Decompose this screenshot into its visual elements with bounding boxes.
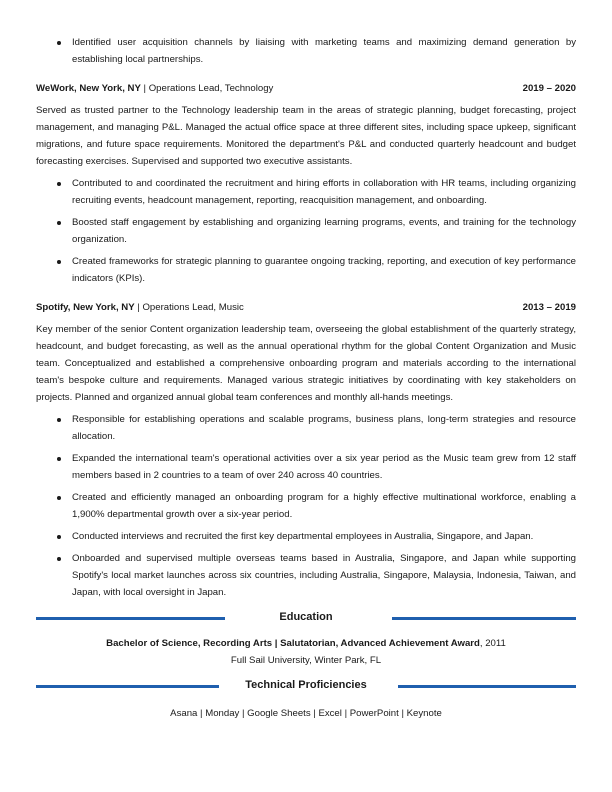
bullet-text: Boosted staff engagement by establishing and organizing learning programs, events, and training for the technology organization.	[72, 217, 576, 245]
job-dates: 2019 – 2020	[522, 83, 576, 94]
job-separator: |	[143, 83, 149, 94]
bullet-icon	[57, 221, 61, 225]
job-separator: |	[137, 302, 143, 313]
section-title: Education	[279, 611, 333, 623]
bullet-text: Contributed to and coordinated the recruitment and hiring efforts in collaboration with HR teams, including organizing recruiting events, headcount management, reporting, reacquisition management, and onboarding.	[72, 178, 576, 206]
bullet-text: Created frameworks for strategic planning to guarantee ongoing tracking, reporting, and execution of key performance indicators (KPIs).	[72, 256, 576, 284]
education-degree: Bachelor of Science, Recording Arts | Salutatorian, Advanced Achievement Award	[106, 638, 480, 649]
list-item	[36, 528, 576, 545]
job-summary: Key member of the senior Content organization leadership team, overseeing the global establishment of the quarterly strategy, headcount, and budget forecasting, as well as the annual operational rhythm for the global Content Organization and Music team. Conceptualized and established a comprehensive onboarding program and materials according to the international team's bespoke culture and requirements. Managed various strategic initiatives by coordinating with key stakeholders on projects. Planned and organized annual global team conferences and monthly all-hands meetings.	[36, 324, 576, 403]
bullet-text: Expanded the international team's operational activities over a six year period as the Music team grew from 12 staff members based in 2 countries to a team of over 240 across 40 countries.	[72, 453, 576, 481]
bullet-icon	[57, 260, 61, 264]
bullet-icon	[57, 418, 61, 422]
bullet-text: Responsible for establishing operations and scalable programs, business plans, long-term strategies and resource allocation.	[72, 414, 576, 442]
bullet-text: Created and efficiently managed an onboarding program for a highly effective multinational workforce, enabling a 1,900% departmental growth over a six-year period.	[72, 492, 576, 520]
bullet-text: Conducted interviews and recruited the first key departmental employees in Australia, Singapore, and Japan.	[72, 531, 534, 542]
section-divider-left	[36, 617, 225, 620]
education-year: , 2011	[479, 638, 506, 649]
job-dates: 2013 – 2019	[522, 302, 576, 313]
bullet-icon	[57, 182, 61, 186]
list-item	[36, 489, 576, 523]
list-item	[36, 550, 576, 601]
job-entry-wework	[36, 82, 576, 287]
bullet-icon	[57, 557, 61, 561]
skills-section-header	[36, 677, 576, 693]
section-divider-right	[392, 617, 576, 620]
job-company: Spotify, New York, NY	[36, 302, 135, 313]
education-school: Full Sail University, Winter Park, FL	[230, 655, 382, 666]
job-summary: Served as trusted partner to the Technology leadership team in the areas of strategic planning, budget forecasting, project management, and managing P&L. Managed the actual office space at three different sites, including space upkeep, significant migrations, and future space requirements. Monitored the department's P&L and conducted quarterly headcount and budget forecasting exercises. Supervised and supported two executive assistants.	[36, 105, 576, 167]
list-item	[36, 411, 576, 445]
job-entry-spotify	[36, 301, 576, 601]
education-degree-line	[36, 635, 576, 652]
education-section-header	[36, 609, 576, 625]
skills-list: Asana | Monday | Google Sheets | Excel | PowerPoint | Keynote	[170, 708, 442, 719]
bullet-icon	[57, 535, 61, 539]
resume-page	[36, 34, 576, 722]
job-role: Operations Lead, Music	[142, 302, 244, 313]
section-divider-right	[398, 685, 576, 688]
bullet-icon	[57, 41, 61, 45]
job-company: WeWork, New York, NY	[36, 83, 141, 94]
list-item	[36, 175, 576, 209]
previous-job-bullets	[36, 34, 576, 68]
bullet-icon	[57, 496, 61, 500]
job-header	[36, 301, 576, 315]
list-item	[36, 253, 576, 287]
list-item	[36, 34, 576, 68]
list-item	[36, 450, 576, 484]
job-role: Operations Lead, Technology	[148, 83, 274, 94]
job-header	[36, 82, 576, 96]
bullet-text: Identified user acquisition channels by liaising with marketing teams and maximizing demand generation by establishing local partnerships.	[72, 37, 576, 65]
list-item	[36, 214, 576, 248]
section-divider-left	[36, 685, 219, 688]
section-title: Technical Proficiencies	[245, 679, 367, 691]
bullet-icon	[57, 457, 61, 461]
job-bullets	[36, 175, 576, 287]
bullet-text: Onboarded and supervised multiple overseas teams based in Australia, Singapore, and Japan while supporting Spotify's local market launches across six countries, including Australia, Singapore, Malaysia, Indonesia, Taiwan, and Japan, with local oversight in Japan.	[72, 553, 576, 598]
job-bullets	[36, 411, 576, 601]
